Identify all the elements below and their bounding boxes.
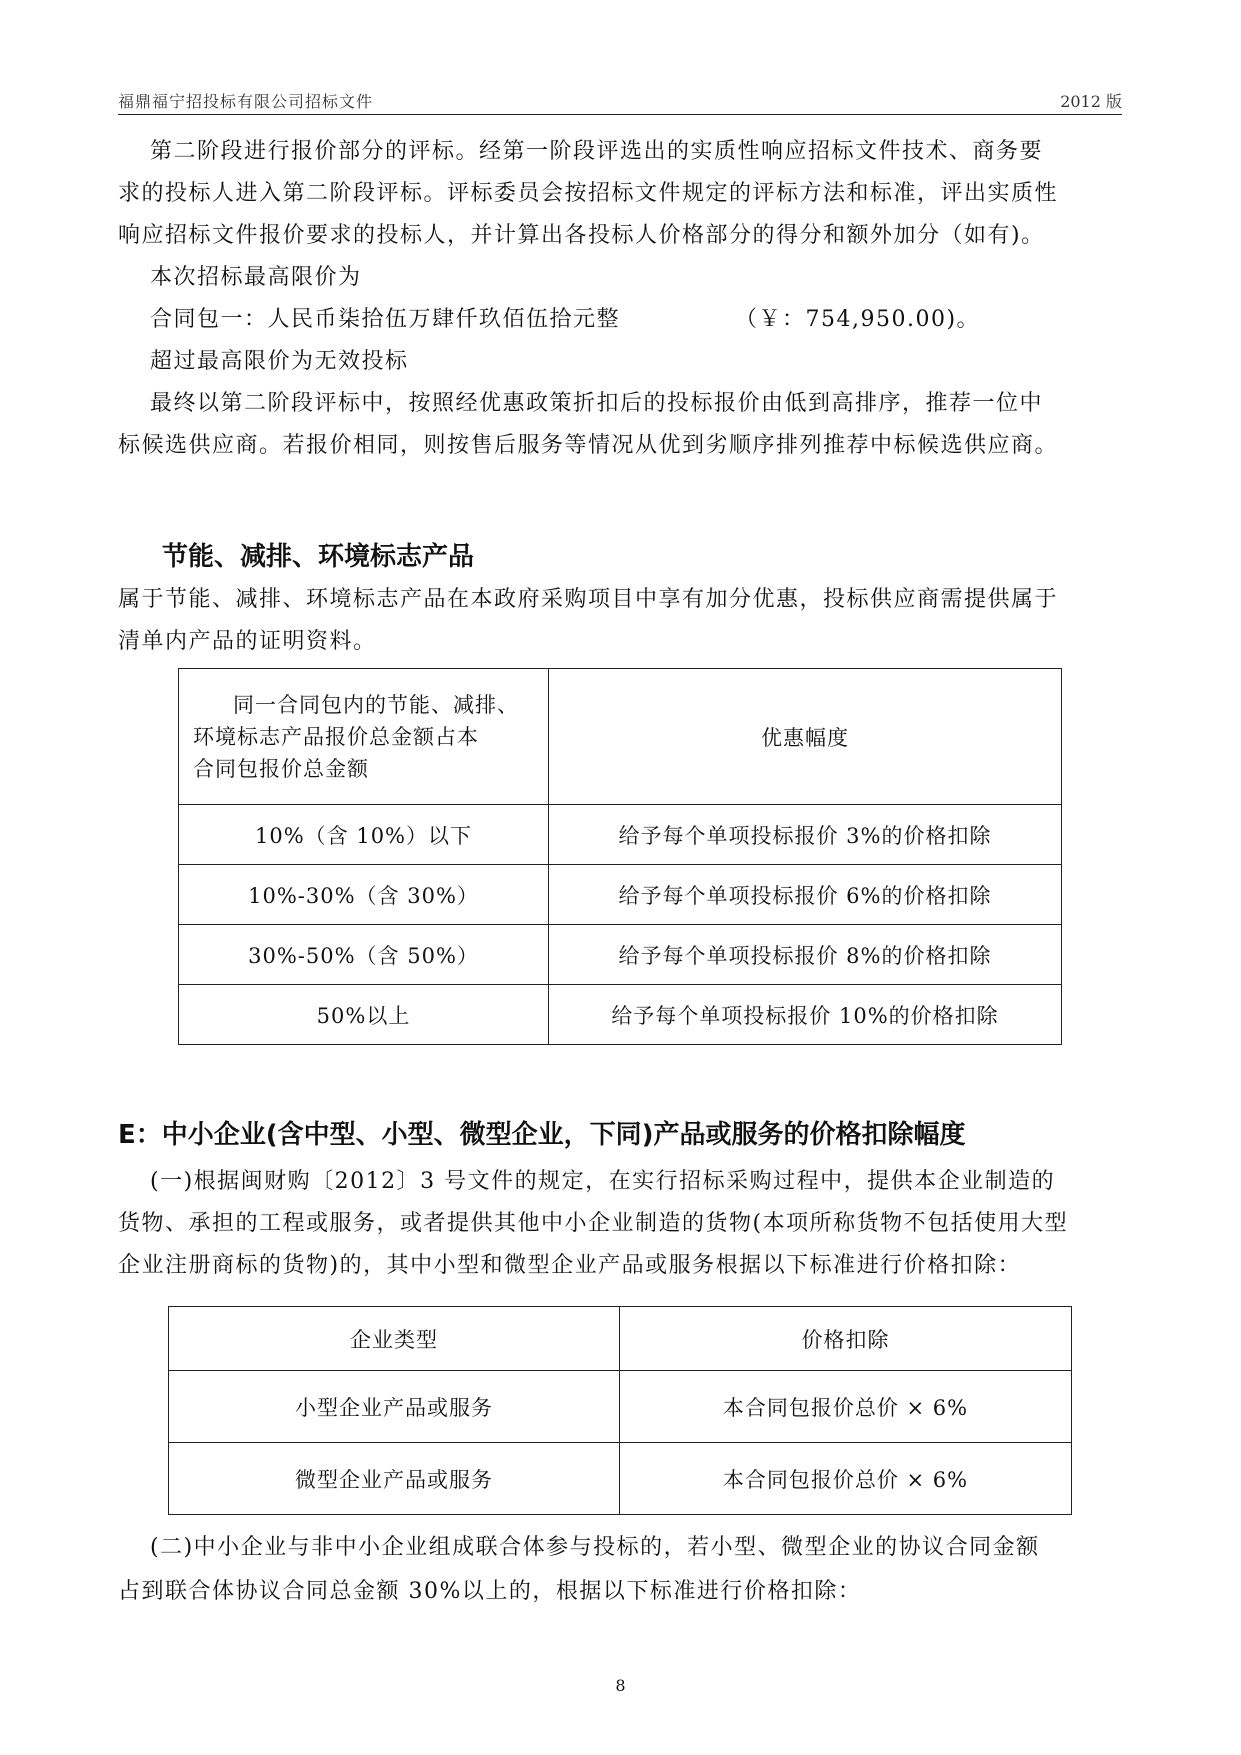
max-price-title: 本次招标最高限价为 — [150, 265, 362, 290]
table-header-cell: 同一合同包内的节能、减排、 环境标志产品报价总金额占本 合同包报价总金额 — [179, 669, 549, 805]
paragraph-line: 求的投标人进入第二阶段评标。评标委员会按招标文件规定的评标方法和标准，评出实质性 — [118, 181, 1059, 206]
paragraph-line: 清单内产品的证明资料。 — [118, 629, 377, 654]
contract-amount: （￥：754,950.00)。 — [735, 307, 981, 332]
header-company-title: 福鼎福宁招投标有限公司招标文件 — [118, 92, 374, 111]
page-header — [118, 86, 1122, 115]
table-row: 小型企业产品或服务 本合同包报价总价 × 6% — [169, 1371, 1072, 1443]
paragraph-line: 最终以第二阶段评标中，按照经优惠政策折扣后的投标报价由低到高排序，推荐一位中 — [150, 391, 1044, 416]
section-heading-energy: 节能、减排、环境标志产品 — [162, 542, 475, 572]
table-header-cell: 价格扣除 — [620, 1307, 1072, 1371]
invalid-bid-note: 超过最高限价为无效投标 — [150, 349, 409, 374]
header-version: 2012 版 — [1060, 92, 1122, 111]
table-row: 50%以上 给予每个单项投标报价 10%的价格扣除 — [179, 985, 1062, 1045]
paragraph-line: 标候选供应商。若报价相同，则按售后服务等情况从优到劣顺序排列推荐中标候选供应商。 — [118, 433, 1059, 458]
table-row: 微型企业产品或服务 本合同包报价总价 × 6% — [169, 1443, 1072, 1515]
paragraph-line: 第二阶段进行报价部分的评标。经第一阶段评选出的实质性响应招标文件技术、商务要 — [150, 139, 1044, 164]
table-header-cell: 企业类型 — [169, 1307, 620, 1371]
paragraph-line: 占到联合体协议合同总金额 30%以上的，根据以下标准进行价格扣除： — [118, 1579, 862, 1604]
page-number: 8 — [615, 1676, 626, 1695]
table-header-cell: 优惠幅度 — [549, 669, 1062, 805]
paragraph-line: 企业注册商标的货物)的，其中小型和微型企业产品或服务根据以下标准进行价格扣除： — [118, 1253, 1022, 1278]
sme-deduction-table — [168, 1306, 1072, 1515]
paragraph-line: 属于节能、减排、环境标志产品在本政府采购项目中享有加分优惠，投标供应商需提供属于 — [118, 587, 1059, 612]
contract-package: 合同包一：人民币柒拾伍万肆仟玖佰伍拾元整 — [150, 307, 621, 332]
table-row: 10%（含 10%）以下 给予每个单项投标报价 3%的价格扣除 — [179, 805, 1062, 865]
table-row: 30%-50%（含 50%） 给予每个单项投标报价 8%的价格扣除 — [179, 925, 1062, 985]
energy-discount-table — [178, 668, 1062, 1045]
table-row: 10%-30%（含 30%） 给予每个单项投标报价 6%的价格扣除 — [179, 865, 1062, 925]
paragraph-line: 货物、承担的工程或服务，或者提供其他中小企业制造的货物(本项所称货物不包括使用大型 — [118, 1211, 1069, 1236]
paragraph-line: (一)根据闽财购〔2012〕3 号文件的规定，在实行招标采购过程中，提供本企业制造的 — [150, 1169, 1056, 1194]
section-heading-sme: E：中小企业(含中型、小型、微型企业，下同)产品或服务的价格扣除幅度 — [118, 1120, 966, 1150]
paragraph-line: 响应招标文件报价要求的投标人，并计算出各投标人价格部分的得分和额外加分（如有)。 — [118, 223, 1045, 248]
paragraph-line: (二)中小企业与非中小企业组成联合体参与投标的，若小型、微型企业的协议合同金额 — [150, 1535, 1040, 1560]
